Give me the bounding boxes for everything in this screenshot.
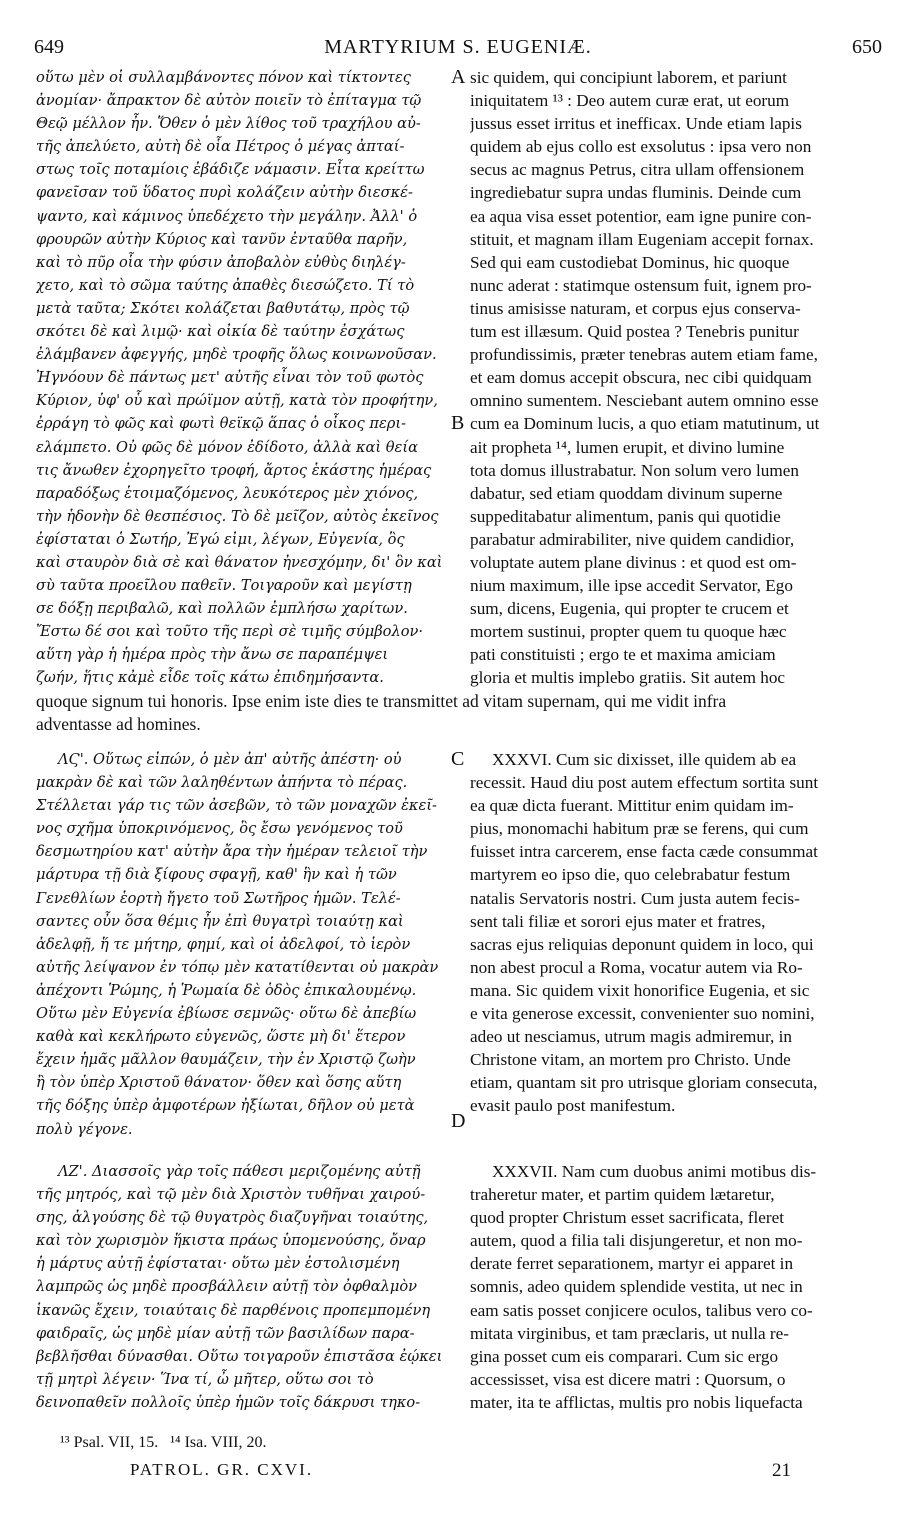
text-line: καὶ τὸ πῦρ οἷα τὴν φύσιν ἀποβαλὸν εὐθὺς διηλέγ- — [36, 253, 406, 271]
text-line: αὐτῆς λείψανον ἐν τόπῳ μὲν κατατίθενται οὐ μακρὰν — [36, 958, 439, 976]
margin-letter-d: D — [451, 1110, 466, 1132]
text-line: stituit, et magnam illam Eugeniam accepit fornax. — [470, 229, 814, 249]
full-width-text — [36, 690, 884, 736]
text-line: σκότει δὲ καὶ λιμῷ· καὶ οἰκία δὲ ταύτην ἐσχάτως — [36, 323, 405, 341]
right-page-number: 650 — [852, 36, 882, 58]
text-line: φανεῖσαν τοῦ ὕδατος πυρὶ κολάζειν αὐτὴν διεσκέ- — [36, 184, 413, 202]
text-line: σαντες οὖν ὅσα θέμις ἦν ἐπὶ θυγατρὶ τοιαύτῃ καὶ — [36, 912, 404, 930]
text-line: τὴν ἡδονὴν δὲ θεσπέσιος. Τὸ δὲ μεῖζον, αὐτὸς ἐκεῖνος — [36, 507, 439, 525]
text-line: quidem ab ejus collo est exsolutus : ipsa vero non — [470, 137, 812, 157]
text-line: ingrediebatur supra undas fluminis. Deinde cum — [470, 183, 802, 203]
left-page-number: 649 — [34, 36, 64, 58]
text-line: ελάμπετο. Οὐ φῶς δὲ μόνον ἐδίδοτο, ἀλλὰ καὶ θεία — [36, 438, 418, 456]
text-line: ζωήν, ἥτις κἀμὲ εἶδε τοῖς κάτω ἐπιδημήσαντα. — [36, 669, 384, 687]
text-line: Οὕτω μὲν Εὐγενία ἐβίωσε σεμνῶς· οὕτω δὲ ἀπεβίω — [36, 1005, 417, 1023]
text-line: nunc aderat : statimque ostensum fuit, ignem pro- — [470, 275, 812, 295]
text-line: τῆς μητρός, καὶ τῷ μὲν διὰ Χριστὸν τυθῆναι χαιρού- — [36, 1186, 426, 1204]
text-line: ἀπέχοντι Ῥώμης, ἡ Ῥωμαία δὲ ὁδὸς ἐπικαλουμένῳ. — [36, 981, 417, 999]
margin-letter-b: B — [451, 412, 465, 434]
text-line: ἀνομίαν· ἄπρακτον δὲ αὐτὸν ποιεῖν τὸ ἐπίταγμα τῷ — [36, 92, 422, 110]
running-title: MARTYRIUM S. EUGENIÆ. — [324, 36, 592, 58]
text-line: ἡ μάρτυς αὐτῇ ἐφίσταται· οὕτω μὲν ἐστολισμένη — [36, 1255, 400, 1273]
text-line: βεβλῆσθαι δύνασθαι. Οὕτω τοιγαροῦν ἐπιστᾶσα ἐῴκει — [36, 1347, 443, 1365]
text-line: sent tali filiæ et sorori ejus mater et fratres, — [470, 911, 766, 931]
text-line: καὶ τὸν χωρισμὸν ἥκιστα πράως ὑπομενούσης, ὄναρ — [36, 1232, 426, 1250]
volume-signature: PATROL. GR. CXVI. — [130, 1460, 314, 1479]
text-line: τῆς ἀπελύετο, αὐτὴ δὲ οἷα Πέτρος ὁ μέγας ἀπταί- — [36, 138, 405, 156]
text-line: σης, ἀλγούσης δὲ τῷ θυγατρὸς διαζυγῆναι τοιαύτης, — [36, 1209, 429, 1227]
text-line: ἀδελφῇ, ἥ τε μήτηρ, φημί, καὶ οἱ ἀδελφοί, τὸ ἱερὸν — [36, 935, 411, 953]
text-line: jussus esset irritus et inefficax. Unde etiam lapis — [470, 114, 802, 134]
text-line: ΛΖ'. Διασσοῖς γὰρ τοῖς πάθεσι μεριζομένης αὐτῇ — [58, 1163, 421, 1180]
text-line: adeo ut nesciamus, utrum magis admiremur, in — [470, 1027, 792, 1047]
text-line: suppeditabatur alimentum, panis qui quotidie — [470, 506, 781, 526]
footnotes: ¹³ Psal. VII, 15. ¹⁴ Isa. VIII, 20. — [60, 1434, 267, 1451]
text-line: Κύριον, ὑφ' οὗ καὶ πρώϊμον αὐτῇ, κατὰ τὸν προφήτην, — [36, 392, 438, 410]
latin-column-top — [470, 66, 882, 690]
text-line: tum est illæsum. Quid postea ? Tenebris punitur — [470, 322, 799, 342]
text-line: Γενεθλίων ἑορτὴ ἤγετο τοῦ Σωτῆρος ἡμῶν. Τελέ- — [36, 889, 401, 907]
text-line: χετο, καὶ τὸ σῶμα ταύτης ἀπαθὲς διεσώζετο. Τί τὸ — [36, 276, 415, 294]
text-line: ait propheta ¹⁴, lumen erupit, et divino lumine — [470, 437, 785, 457]
text-line: e vita generose excessit, convenienter suo nomini, — [470, 1004, 815, 1024]
text-line: σε δόξῃ περιβαλῶ, καὶ πολλῶν ἐμπλήσω χαρίτων. — [36, 600, 408, 618]
text-line: φρουρῶν αὐτὴν Κύριος καὶ τανῦν ἐνταῦθα παρῆν, — [36, 230, 408, 248]
text-line: et eam domus accepit obscura, nec cibi quidquam — [470, 368, 812, 388]
text-line: τῇ μητρὶ λέγειν· Ἵνα τί, ὦ μῆτερ, οὕτω σοι τὸ — [36, 1370, 374, 1388]
latin-column-bottom — [470, 1160, 882, 1414]
text-line: στως τοῖς ποταμίοις ἐβάδιζε νάμασιν. Εἶτα κρείττω — [36, 161, 425, 179]
text-line: traheretur mater, et partim quidem lætaretur, — [470, 1185, 775, 1205]
text-line: ea quæ dicta fuerant. Mittitur enim quidam im- — [470, 796, 794, 816]
text-line: φαιδραῖς, ὡς μηδὲ μίαν αὐτῇ τῶν βασιλίδων παρα- — [36, 1324, 415, 1342]
greek-column-top — [36, 66, 450, 690]
text-line: quoque signum tui honoris. Ipse enim iste dies te transmittet ad vitam supernam, qui me vidit infra — [36, 691, 727, 711]
page-header — [34, 36, 882, 62]
text-line: evasit paulo post manifestum. — [470, 1096, 676, 1116]
text-line: mana. Sic quidem vixit honorifice Eugenia, et sic — [470, 980, 810, 1000]
text-line: Θεῷ μέλλον ἦν. Ὅθεν ὁ μὲν λίθος τοῦ τραχήλου αὐ- — [36, 115, 421, 133]
text-line: pati constituisti ; ergo te et maxima amiciam — [470, 645, 776, 665]
text-line: μετὰ ταῦτα; Σκότει κολάζεται βαθυτάτῳ, πρὸς τῷ — [36, 299, 410, 317]
text-line: ψαντο, καὶ κάμινος ὑπεδέχετο τὴν μεγάλην. Ἀλλ' ὁ — [36, 207, 418, 225]
text-line: παραδόξως ἑτοιμαζόμενος, λευκότερος μὲν χιόνος, — [36, 484, 419, 502]
text-line: profundissimis, præter tenebras autem etiam fame, — [470, 345, 818, 365]
text-line: καθὰ καὶ κεκλήρωτο εὐγενῶς, ὥστε μὴ δι' ἕτερον — [36, 1028, 406, 1046]
text-line: ἐλάμβανεν ἀφεγγής, μηδὲ τροφῆς ὅλως κοινωνοῦσαν. — [36, 346, 437, 364]
text-line: Sed qui eam custodiebat Dominus, hic quoque — [470, 252, 790, 272]
text-line: tota domus illustrabatur. Non solum vero lumen — [470, 460, 799, 480]
text-line: parabatur admirabiliter, nive quidem candidior, — [470, 529, 795, 549]
text-line: pius, monomachi habitum præ se ferens, qui cum — [470, 819, 809, 839]
text-line: nium maximum, ille ipse accedit Servator, Ego — [470, 576, 793, 596]
text-line: derate ferret separationem, martyr ei apparet in — [470, 1254, 794, 1274]
greek-column-middle — [36, 748, 450, 1141]
text-line: αὕτη γὰρ ἡ ἡμέρα πρὸς τὴν ἄνω σε παραπέμψει — [36, 646, 389, 664]
text-line: ΛϚ'. Οὕτως εἰπών, ὁ μὲν ἀπ' αὐτῆς ἀπέστη· οὐ — [58, 751, 402, 768]
text-line: Ἔστω δέ σοι καὶ τοῦτο τῆς περὶ σὲ τιμῆς σύμβολον· — [36, 623, 424, 641]
margin-letter-c: C — [451, 748, 465, 770]
text-line: sacras ejus reliquias deponunt quidem in loco, qui — [470, 934, 814, 954]
greek-column-bottom — [36, 1160, 450, 1414]
text-line: καὶ σταυρὸν διὰ σὲ καὶ θάνατον ἠνεσχόμην, δι' ὃν καὶ — [36, 553, 443, 571]
text-line: omnino sumentem. Nesciebant autem omnino esse — [470, 391, 819, 411]
text-line: sum, dicens, Eugenia, qui propter te crucem et — [470, 599, 789, 619]
text-line: accessisset, visa est dicere matri : Quorsum, o — [470, 1369, 786, 1389]
text-line: σὺ ταῦτα προεῖλου παθεῖν. Τοιγαροῦν καὶ μεγίστῃ — [36, 577, 412, 595]
text-line: mater, ita te afflictas, multis pro nobis liquefacta — [470, 1392, 803, 1412]
text-line: οὕτω μὲν οἱ συλλαμβάνοντες πόνον καὶ τίκτοντες — [36, 69, 411, 86]
text-line: cum ea Dominum lucis, a quo etiam matutinum, ut — [470, 414, 820, 434]
text-line: dabatur, sed etiam quoddam divinum superne — [470, 483, 783, 503]
text-line: voluptate autem plane divinus : et quod est om- — [470, 552, 797, 572]
text-line: martyrem eo ipso die, quo celebrabatur festum — [470, 865, 791, 885]
text-line: νος σχῆμα ὑποκρινόμενος, ὃς ἔσω γενόμενος τοῦ — [36, 820, 403, 838]
text-line: ἢ τὸν ὑπὲρ Χριστοῦ θάνατον· ὅθεν καὶ ὅσης αὕτη — [36, 1074, 402, 1092]
text-line: ἐφίσταται ὁ Σωτήρ, Ἐγώ εἰμι, λέγων, Εὐγενία, ὃς — [36, 530, 405, 548]
text-line: mortem sustinui, propter quem tu quoque hæc — [470, 622, 787, 642]
text-line: iniquitatem ¹³ : Deo autem curæ erat, ut eorum — [470, 91, 790, 111]
text-line: τις ἄνωθεν ἐχορηγεῖτο τροφή, ἄρτος ἑκάστης ἡμέρας — [36, 461, 432, 479]
text-line: gloria et multis implebo gratiis. Sit autem hoc — [470, 668, 786, 688]
text-line: tinus amisisse naturam, et corpus ejus conserva- — [470, 298, 801, 318]
text-line: somnis, adeo quidem splendide vestita, ut nec in — [470, 1277, 803, 1297]
text-line: natalis Servatoris nostri. Cum justa autem fecis- — [470, 888, 800, 908]
text-line: recessit. Haud diu post autem effectum sortita sunt — [470, 773, 819, 793]
text-line: πολὺ γέγονε. — [36, 1120, 133, 1138]
text-line: ea aqua visa esset potentior, eam igne punire con- — [470, 206, 812, 226]
margin-letter-a: A — [451, 66, 466, 88]
text-line: gina posset cum eis comparari. Cum sic ergo — [470, 1346, 779, 1366]
text-line: δεινοπαθεῖν πολλοῖς ὑπὲρ ἡμῶν τοῖς δάκρυσι τηκο- — [36, 1393, 421, 1411]
text-line: non abest procul a Roma, vocatur autem via Ro- — [470, 957, 803, 977]
text-line: etiam, quantam sit pro utrisque gloriam consecuta, — [470, 1073, 818, 1093]
latin-column-middle — [470, 748, 882, 1118]
text-line: XXXVII. Nam cum duobus animi motibus dis- — [492, 1162, 817, 1181]
sheet-number: 21 — [772, 1460, 791, 1481]
text-line: μακρὰν δὲ καὶ τῶν λαληθέντων ἀπήντα τὸ πέρας. — [36, 774, 408, 792]
text-line: adventasse ad homines. — [36, 714, 201, 734]
text-line: quod propter Christum esset sacrificata, fleret — [470, 1208, 785, 1228]
text-line: sic quidem, qui concipiunt laborem, et pariunt — [470, 68, 787, 87]
text-line: δεσμωτηρίου κατ' αὐτὴν ἄρα τὴν ἡμέραν τελειοῖ τὴν — [36, 843, 428, 861]
text-line: Ἠγνόουν δὲ πάντως μετ' αὐτῆς εἶναι τὸν τοῦ φωτὸς — [36, 369, 424, 387]
text-line: autem, quod a filia tali disjungeretur, et non mo- — [470, 1231, 803, 1251]
text-line: ἐρράγη τὸ φῶς καὶ φωτὶ θεϊκῷ ἅπας ὁ οἶκος περι- — [36, 415, 407, 433]
text-line: Christone vitam, an mortem pro Christo. Unde — [470, 1050, 791, 1070]
text-line: secus ac magnus Petrus, citra ullam offensionem — [470, 160, 805, 180]
text-line: mitata virginibus, et tam præclaris, ut nulla re- — [470, 1323, 790, 1343]
text-line: μάρτυρα τῇ διὰ ξίφους σφαγῇ, καθ' ἣν καὶ ἡ τῶν — [36, 866, 397, 884]
text-line: Στέλλεται γάρ τις τῶν ἀσεβῶν, τὸ τῶν μοναχῶν ἐκεῖ- — [36, 797, 437, 815]
text-line: fuisset intra carcerem, ense facta cæde consummat — [470, 842, 818, 862]
text-line: λαμπρῶς ὡς μηδὲ προσβάλλειν αὐτῇ τὸν ὀφθαλμὸν — [36, 1278, 418, 1296]
text-line: XXXVI. Cum sic dixisset, ille quidem ab ea — [492, 750, 797, 769]
text-line: ἔχειν ἡμᾶς μᾶλλον θαυμάζειν, τὴν ἐν Χριστῷ ζωὴν — [36, 1051, 416, 1069]
text-line: eam satis posset conjicere oculos, talibus vero co- — [470, 1300, 813, 1320]
text-line: τῆς δόξης ὑπὲρ ἀμφοτέρων ἠξίωται, δῆλον οὐ μετὰ — [36, 1097, 415, 1115]
text-line: ἱκανῶς ἔχειν, τοιαύταις δὲ παρθένοις προπεμπομένη — [36, 1301, 431, 1319]
